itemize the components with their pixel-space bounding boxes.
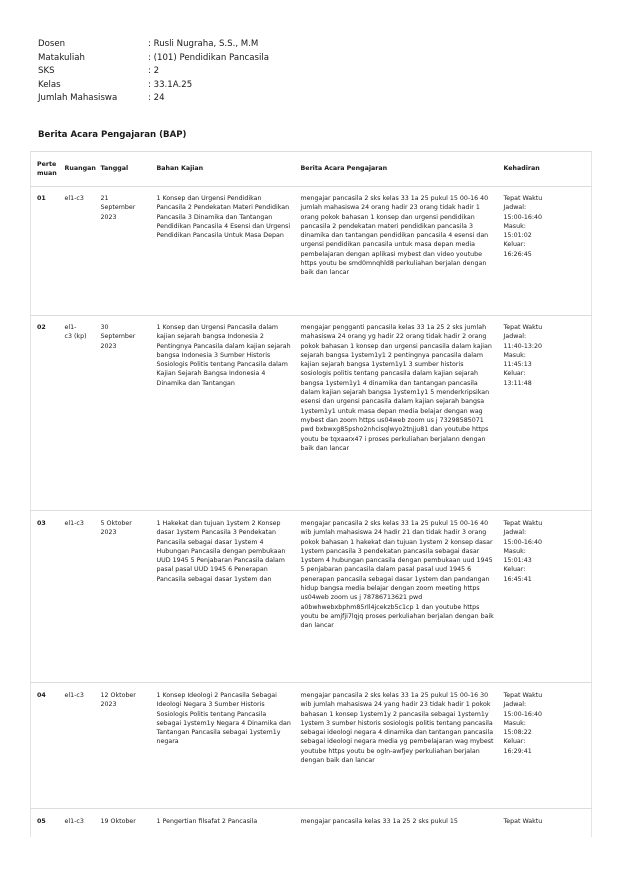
- cell-berita-acara: mengajar pancasila 2 sks kelas 33 1a 25 pukul 15 00-16 40 wib jumlah mahasiswa 24 hadir 21 dan tidak hadir 3 orang pokok bahasan 1 hakekat dan tujuan 1ystem 2 konsep dasar 1ystem pancasila 3 pendekatan pancasila sebagai dasar 1ystem 4 hubungan pancasila dengan pembukaan uud 1945 5 penjabaran pancasila dalam pasal pasal uud 1945 6 penerapan pancasila sebagai dasar 1ystem dan pandangan hidup bangsa media belajar dengan zoom meeting https us04web zoom us j 78786713621 pwd a0bwhwebxbphm85rll4jcekzb5c1cp 1 dan youtube https youtu be amjfji7lqjq proses perkuliahan berjalan dengan baik dan lancar: [295, 511, 498, 683]
- cell-ruangan: el1- c3 (kp): [59, 316, 95, 511]
- info-row-matakuliah: [38, 52, 269, 66]
- info-row-jumlah-mahasiswa: [38, 92, 269, 106]
- cell-ruangan: el1-c3: [59, 511, 95, 683]
- bap-title: Berita Acara Pengajaran (BAP): [38, 130, 187, 140]
- info-value: : (101) Pendidikan Pancasila: [148, 52, 270, 63]
- cell-pertemuan: 02: [31, 316, 59, 511]
- info-value: : 2: [148, 66, 160, 77]
- info-label: Jumlah Mahasiswa: [38, 93, 118, 104]
- cell-tanggal: 12 Oktober 2023: [95, 683, 151, 809]
- table-row: [31, 316, 592, 511]
- info-row-kelas: [38, 79, 269, 93]
- cell-ruangan: el1-c3: [59, 683, 95, 809]
- cell-tanggal: 30 September 2023: [95, 316, 151, 511]
- cell-kehadiran: Tepat Waktu Jadwal: 11:40-13:20 Masuk: 11:45:13 Keluar: 13:11:48: [498, 316, 592, 511]
- cell-pertemuan: 05: [31, 809, 59, 838]
- info-value: : Rusli Nugraha, S.S., M.M: [148, 39, 259, 49]
- info-label: Matakuliah: [38, 52, 85, 63]
- cell-bahan-kajian: 1 Konsep Ideologi 2 Pancasila Sebagai Ideologi Negara 3 Sumber Historis Sosiologis Politis tentang Pancasila sebagai 1ystem1y Negara 4 Dinamika dan Tantangan Pancasila sebagai 1ystem1y negara: [151, 683, 295, 809]
- header-kehadiran: Kehadiran: [498, 152, 592, 187]
- bap-table: [30, 151, 592, 837]
- header-pertemuan: Perte muan: [31, 152, 59, 187]
- cell-berita-acara: mengajar pengganti pancasila kelas 33 1a 25 2 sks jumlah mahasiswa 24 orang yg hadir 22 orang tidak hadir 2 orang pokok bahasan 1 konsep dan urgensi pancasila dalam kajian sejarah bangsa 1ystem1y1 2 pentingnya pancasila dalam kajian sejarah bangsa 1ystem1y1 3 sumber historis sosiologis politis tentang pancasila dalam kajian sejarah bangsa 1ystem1y1 4 dinamika dan tantangan pancasila dalam kajian sejarah bangsa 1ystem1y1 5 menderkripsikan esensi dan urgensi pancasila dalam kajian sejarah bangsa 1ystem1y1 untuk masa depan media belajar dengan wag mybest dan zoom https us04web zoom us j 73298585071 pwd bxbwxg85psho2nhcisqlwyo2tnjju81 dan youtube https youtu be tqxaarx47 i proses perkuliahan berjalann dengan baik dan lancar: [295, 316, 498, 511]
- cell-ruangan: el1-c3: [59, 809, 95, 838]
- header-berita-acara: Berita Acara Pengajaran: [295, 152, 498, 187]
- table-row: [31, 809, 592, 838]
- cell-kehadiran: Tepat Waktu Jadwal: 15:00-16:40 Masuk: 15:08:22 Keluar: 16:29:41: [498, 683, 592, 809]
- table-header-row: [31, 152, 592, 187]
- cell-tanggal: 19 Oktober: [95, 809, 151, 838]
- cell-pertemuan: 04: [31, 683, 59, 809]
- header-ruangan: Ruangan: [59, 152, 95, 187]
- cell-kehadiran: Tepat Waktu Jadwal: 15:00-16:40 Masuk: 15:01:43 Keluar: 16:45:41: [498, 511, 592, 683]
- cell-tanggal: 5 Oktober 2023: [95, 511, 151, 683]
- table-row: [31, 511, 592, 683]
- cell-bahan-kajian: 1 Konsep dan Urgensi Pendidikan Pancasila 2 Pendekatan Materi Pendidikan Pancasila 3 Dinamika dan Tantangan Pendidikan Pancasila 4 Esensi dan Urgensi Pendidikan Pancasila Untuk Masa Depan: [151, 187, 295, 316]
- cell-berita-acara: mengajar pancasila 2 sks kelas 33 1a 25 pukul 15 00-16 40 jumlah mahasiswa 24 orang hadir 23 orang tidak hadir 1 orang pokok bahasan 1 konsep dan urgensi pendidikan pancasila 2 pendekatan materi pendidikan pancasila 3 dinamika dan tantangan pendidikan pancasila 4 esensi dan urgensi pendidikan pancasila untuk masa depan media pembelajaran dengan aplikasi mybest dan video youtube https youtu be smd0mnqhld8 perkuliahan berjalan dengan baik dan lancar: [295, 187, 498, 316]
- cell-pertemuan: 01: [31, 187, 59, 316]
- cell-berita-acara: mengajar pancasila 2 sks kelas 33 1a 25 pukul 15 00-16 30 wib jumlah mahasiswa 24 yang hadir 23 tidak hadir 1 pokok bahasan 1 konsep 1ystem1y 2 pancasila sebagai 1ystem1y 1ystem 3 sumber historis sosiologis politis tentang pancasila sebagai ideologi negara 4 dinamika dan tantangan pancasila sebagai ideologi negara media yg pembelajaran wag mybest youtube https youtu be ogln-awfjey perkuliahan berjalan dengan baik dan lancar: [295, 683, 498, 809]
- cell-berita-acara: mengajar pancasila kelas 33 1a 25 2 sks pukul 15: [295, 809, 498, 838]
- info-label: Kelas: [38, 79, 61, 90]
- cell-kehadiran: Tepat Waktu: [498, 809, 592, 838]
- course-info: [38, 38, 269, 106]
- cell-tanggal: 21 September 2023: [95, 187, 151, 316]
- cell-bahan-kajian: 1 Pengertian filsafat 2 Pancasila: [151, 809, 295, 838]
- info-row-dosen: [38, 38, 269, 52]
- cell-kehadiran: Tepat Waktu Jadwal: 15:00-16:40 Masuk: 15:01:02 Keluar: 16:26:45: [498, 187, 592, 316]
- cell-bahan-kajian: 1 Hakekat dan tujuan 1ystem 2 Konsep dasar 1ystem Pancasila 3 Pendekatan Pancasila sebagai dasar 1ystem 4 Hubungan Pancasila dengan pembukaan UUD 1945 5 Penjabaran Pancasila dalam pasal pasal UUD 1945 6 Penerapan Pancasila sebagai dasar 1ystem dan: [151, 511, 295, 683]
- header-tanggal: Tanggal: [95, 152, 151, 187]
- cell-pertemuan: 03: [31, 511, 59, 683]
- table-row: [31, 187, 592, 316]
- info-value: : 33.1A.25: [148, 79, 193, 90]
- cell-ruangan: el1-c3: [59, 187, 95, 316]
- info-value: : 24: [148, 93, 165, 104]
- header-bahan-kajian: Bahan Kajian: [151, 152, 295, 187]
- info-label: Dosen: [38, 39, 66, 49]
- cell-bahan-kajian: 1 Konsep dan Urgensi Pancasila dalam kajian sejarah bangsa Indonesia 2 Pentingnya Pancasila dalam kajian sejarah bangsa Indonesia 3 Sumber Historis Sosiologis Politis tentang Pancasila dalam Kajian Sejarah Bangsa Indonesia 4 Dinamika dan Tantangan: [151, 316, 295, 511]
- info-row-sks: [38, 65, 269, 79]
- info-label: SKS: [38, 66, 55, 77]
- table-row: [31, 683, 592, 809]
